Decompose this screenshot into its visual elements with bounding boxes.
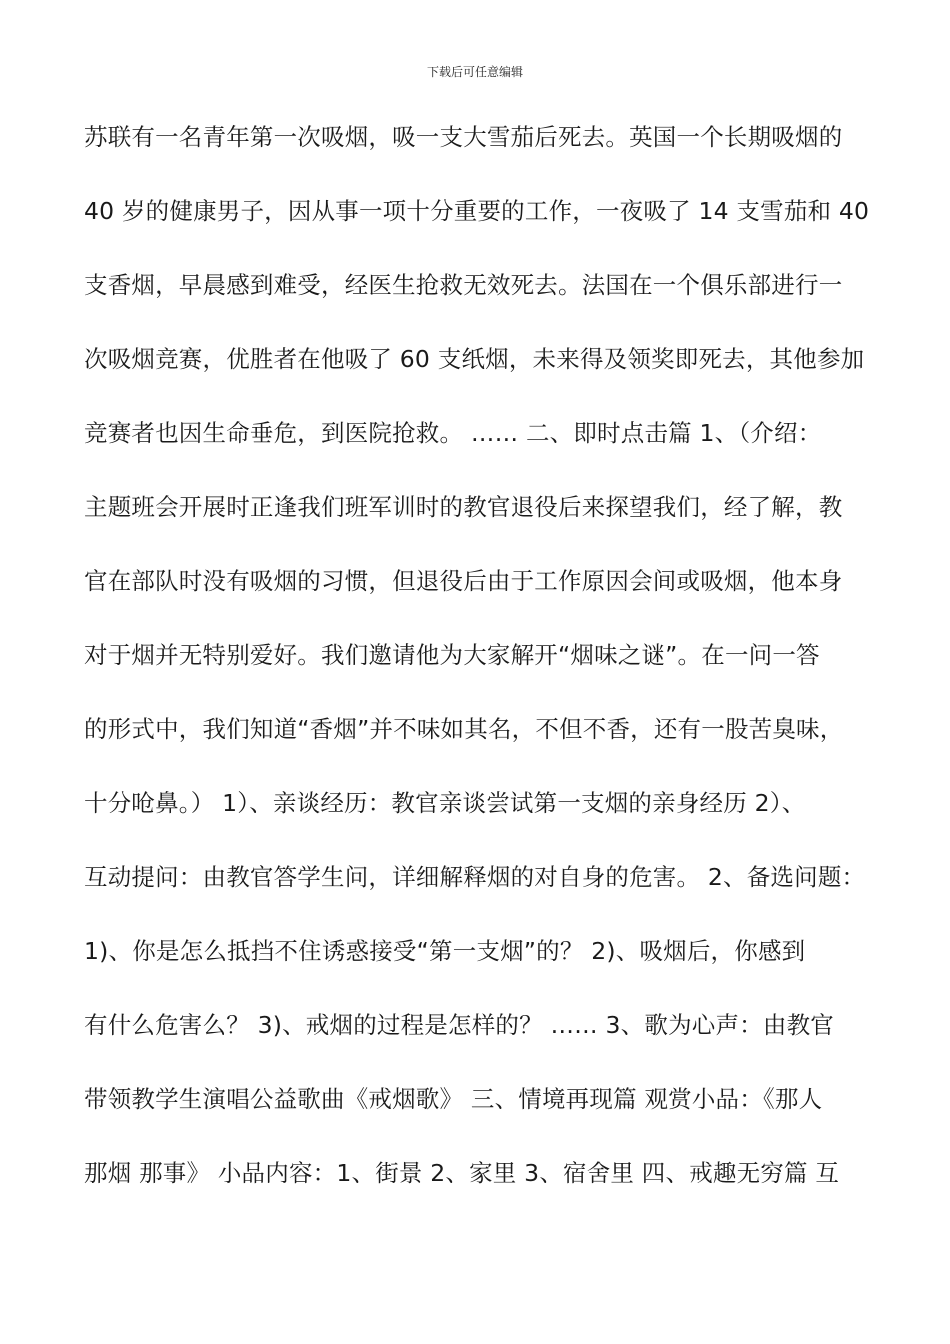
body-line: 对于烟并无特别爱好。我们邀请他为大家解开“烟味之谜”。在一问一答	[84, 641, 820, 669]
body-line: 带领教学生演唱公益歌曲《戒烟歌》 三、情境再现篇 观赏小品：《那人	[84, 1085, 823, 1113]
body-line: 的形式中，我们知道“香烟”并不味如其名，不但不香，还有一股苦臭味，	[84, 715, 844, 743]
body-line: 次吸烟竞赛，优胜者在他吸了 60 支纸烟，未来得及领奖即死去，其他参加	[84, 345, 865, 373]
body-line: 主题班会开展时正逢我们班军训时的教官退役后来探望我们，经了解，教	[84, 493, 843, 521]
body-line: 支香烟，早晨感到难受，经医生抢救无效死去。法国在一个俱乐部进行一	[84, 271, 843, 299]
body-line: 苏联有一名青年第一次吸烟，吸一支大雪茄后死去。英国一个长期吸烟的	[84, 123, 843, 151]
body-line: 十分呛鼻。） 1）、亲谈经历：教官亲谈尝试第一支烟的亲身经历 2）、	[84, 789, 806, 817]
body-line: 互动提问：由教官答学生问，详细解释烟的对自身的危害。 2、备选问题：	[84, 863, 866, 891]
page-header-note: 下载后可任意编辑	[426, 65, 523, 79]
document-body	[84, 112, 884, 1222]
body-line: 那烟 那事》 小品内容：1、街景 2、家里 3、宿舍里 四、戒趣无穷篇 互	[84, 1159, 840, 1187]
body-line: 官在部队时没有吸烟的习惯，但退役后由于工作原因会间或吸烟，他本身	[84, 567, 843, 595]
body-line: 1)、你是怎么抵挡不住诱惑接受“第一支烟”的？ 2)、吸烟后，你感到	[84, 937, 806, 965]
body-line: 有什么危害么？ 3)、戒烟的过程是怎样的？ …… 3、歌为心声：由教官	[84, 1011, 834, 1039]
body-line: 竞赛者也因生命垂危，到医院抢救。 …… 二、即时点击篇 1、（介绍：	[84, 419, 822, 447]
body-line: 40 岁的健康男子，因从事一项十分重要的工作，一夜吸了 14 支雪茄和 40	[84, 197, 870, 225]
